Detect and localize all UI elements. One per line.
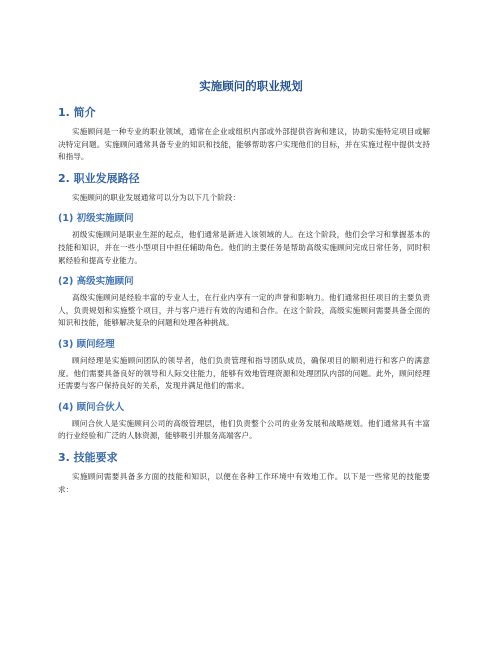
section-heading-skills: 3. 技能要求: [58, 450, 118, 464]
partner-paragraph: 顾问合伙人是实施顾问公司的高级管理层，他们负责整个公司的业务发展和战略规划。他们通常具有丰富的行业经验和广泛的人脉资源，能够吸引并服务高端客户。: [58, 418, 430, 441]
subsection-heading-junior: (1) 初级实施顾问: [58, 213, 134, 225]
section-heading-intro: 1. 简介: [58, 106, 96, 119]
subsection-heading-senior: (2) 高级实施顾问: [58, 276, 134, 288]
senior-paragraph: 高级实施顾问是经验丰富的专业人士，在行业内享有一定的声誉和影响力。他们通常担任项目的主要负责人，负责规划和实施整个项目，并与客户进行有效的沟通和合作。在这个阶段，高级实施顾问需要具备全面的知识和技能，能够解决复杂的问题和处理各种挑战。: [58, 293, 430, 328]
manager-paragraph: 顾问经理是实施顾问团队的领导者，他们负责管理和指导团队成员，确保项目的顺利进行和客户的满意度。他们需要具备良好的领导和人际交往能力，能够有效地管理资源和处理团队内部的问题。此外，顾问经理还需要与客户保持良好的关系，发现并满足他们的需求。: [58, 355, 430, 391]
career-path-paragraph: 实施顾问的职业发展通常可以分为以下几个阶段：: [72, 192, 241, 202]
skills-paragraph: 实施顾问需要具备多方面的技能和知识，以便在各种工作环境中有效地工作。以下是一些常见的技能要求：: [58, 471, 430, 494]
intro-paragraph: 实施顾问是一种专业的职业领域，通常在企业或组织内部或外部提供咨询和建议，协助实施特定项目或解决特定问题。实施顾问通常具备专业的知识和技能，能够帮助客户实现他们的目标，并在实施过程中提供支持和指导。: [58, 127, 430, 162]
document-title: 实施顾问的职业规划: [199, 79, 303, 93]
section-heading-career-path: 2. 职业发展路径: [58, 171, 140, 185]
junior-paragraph: 初级实施顾问是职业生涯的起点，他们通常是新进入该领域的人。在这个阶段，他们会学习和掌握基本的技能和知识，并在一些小型项目中担任辅助角色。他们的主要任务是帮助高级实施顾问完成日常任务，同时积累经验和提高专业能力。: [58, 230, 430, 265]
subsection-heading-manager: (3) 顾问经理: [58, 338, 115, 350]
subsection-heading-partner: (4) 顾问合伙人: [58, 401, 125, 413]
